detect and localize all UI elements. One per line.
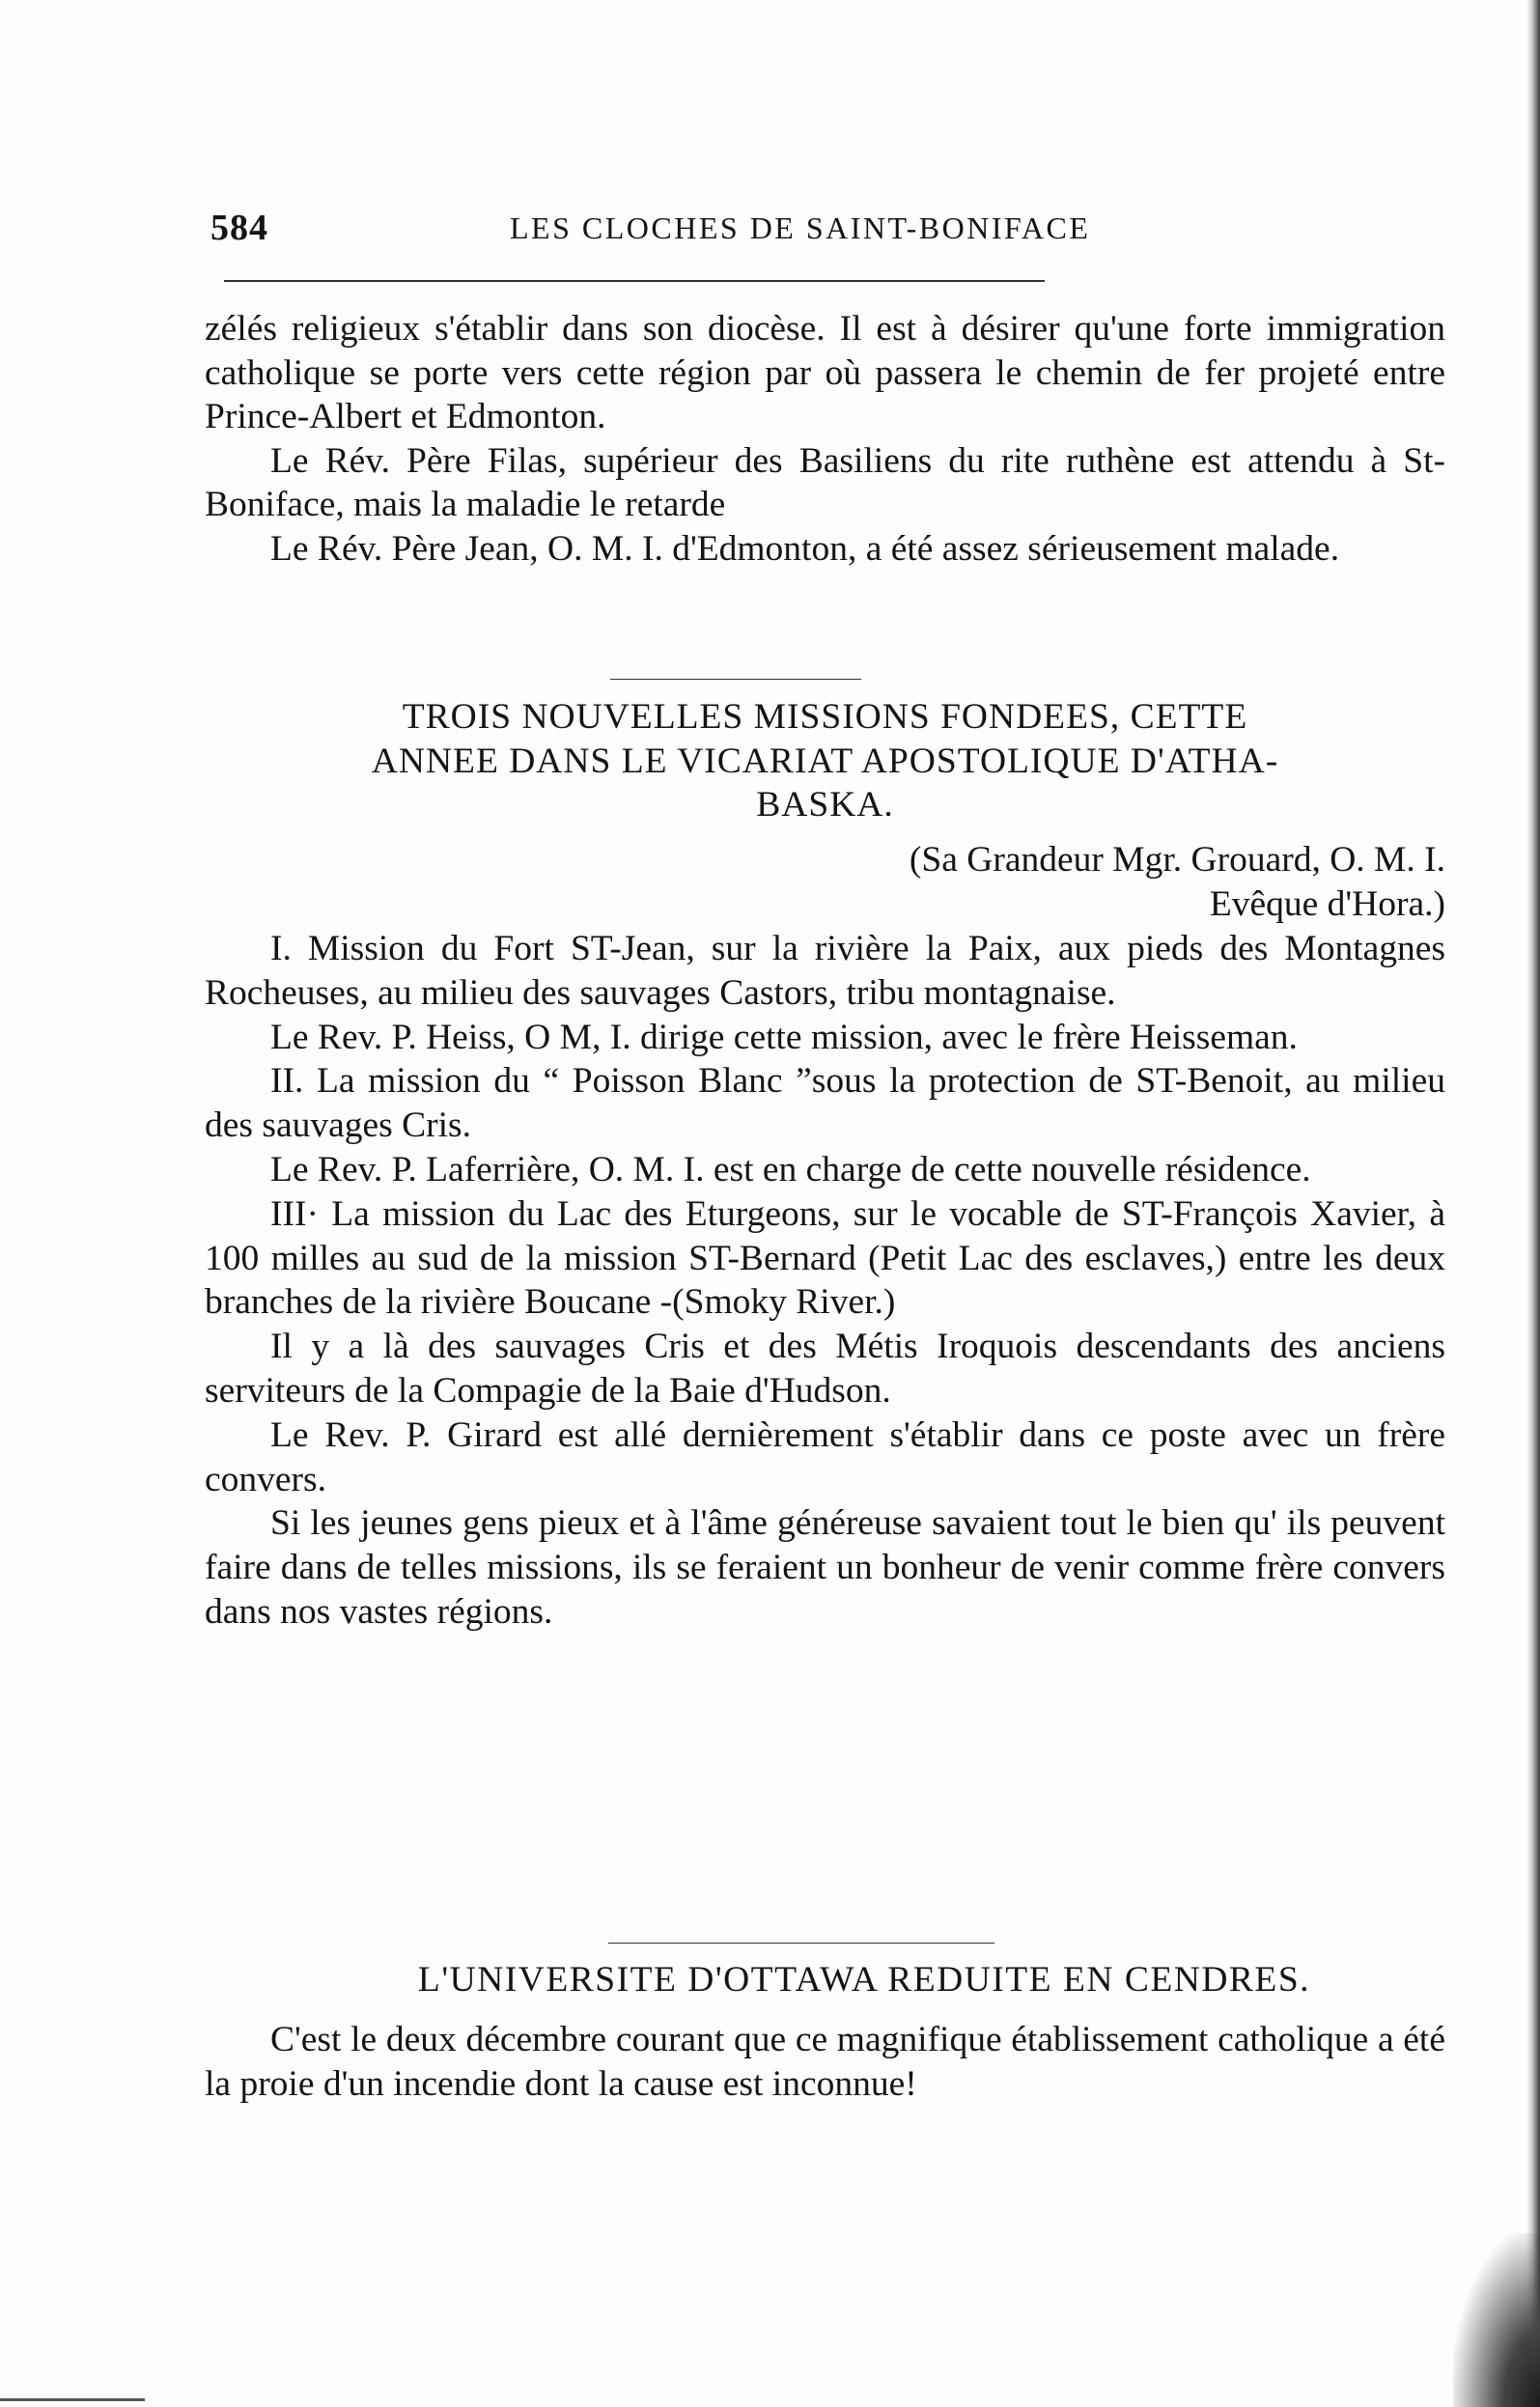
missions-paragraph: Le Rev. P. Girard est allé dernièrement s'établir dans ce poste avec un frère convers. [205, 1414, 1445, 1499]
section-divider [608, 1943, 994, 1944]
missions-heading [205, 695, 1445, 827]
header-rule [224, 280, 1045, 282]
attribution-line: (Sa Grandeur Mgr. Grouard, O. M. I. [909, 840, 1445, 880]
missions-paragraph: I. Mission du Fort ST-Jean, sur la rivière la Paix, aux pieds des Montagnes Rocheuses, au milieu des sauvages Castors, tribu montagnaise. [205, 929, 1445, 1013]
footer-mark [0, 2398, 145, 2401]
missions-paragraph: II. La mission du “ Poisson Blanc ”sous la protection de ST-Benoit, au milieu des sauvages Cris. [205, 1061, 1445, 1146]
attribution-line: Evêque d'Hora.) [1209, 883, 1445, 924]
missions-heading-line: TROIS NOUVELLES MISSIONS FONDEES, CETTE [402, 697, 1248, 737]
page-number: 584 [210, 208, 268, 248]
missions-paragraph: Le Rev. P. Laferrière, O. M. I. est en charge de cette nouvelle résidence. [270, 1149, 1311, 1190]
missions-text [205, 927, 1445, 1635]
missions-heading-line: ANNEE DANS LE VICARIAT APOSTOLIQUE D'ATHA- [371, 741, 1279, 781]
missions-attribution [205, 838, 1445, 926]
missions-paragraph: Si les jeunes gens pieux et à l'âme généreuse savaient tout le bien qu' ils peuvent faire dans de telles missions, ils se feraient un bonheur de venir comme frère convers dans nos vastes régions. [205, 1503, 1445, 1632]
page-binding-edge [1526, 0, 1540, 2407]
intro-text [205, 307, 1445, 571]
missions-paragraph: Il y a là des sauvages Cris et des Métis Iroquois descendants des anciens serviteurs de la Compagie de la Baie d'Hudson. [205, 1327, 1445, 1411]
running-head-title: LES CLOCHES DE SAINT-BONIFACE [510, 210, 1091, 245]
ottawa-paragraph: C'est le deux décembre courant que ce magnifique établissement catholique a été la proie d'un incendie dont la cause est inconnue! [205, 2020, 1445, 2104]
missions-heading-line: BASKA. [756, 785, 894, 825]
running-head [210, 207, 1176, 265]
section-divider [610, 679, 861, 680]
page-binding-shadow [1453, 2233, 1540, 2407]
ottawa-heading: L'UNIVERSITE D'OTTAWA REDUITE EN CENDRES. [417, 1960, 1311, 2000]
ottawa-text [205, 2018, 1445, 2106]
intro-paragraph: Le Rév. Père Filas, supérieur des Basiliens du rite ruthène est attendu à St-Boniface, mais la maladie le retarde [205, 440, 1445, 524]
intro-paragraph: Le Rév. Père Jean, O. M. I. d'Edmonton, a été assez sérieusement malade. [270, 528, 1340, 569]
intro-paragraph: zélés religieux s'établir dans son diocèse. Il est à désirer qu'une forte immigration catholique se porte vers cette région par où passera le chemin de fer projeté entre Prince-Albert et Edmonton. [205, 309, 1445, 436]
missions-paragraph: Le Rev. P. Heiss, O M, I. dirige cette mission, avec le frère Heisseman. [270, 1017, 1298, 1057]
missions-paragraph: III· La mission du Lac des Eturgeons, sur le vocable de ST-François Xavier, à 100 milles au sud de la mission ST-Bernard (Petit Lac des esclaves,) entre les deux branches de la rivière Boucane -(Smoky River.) [205, 1193, 1445, 1323]
